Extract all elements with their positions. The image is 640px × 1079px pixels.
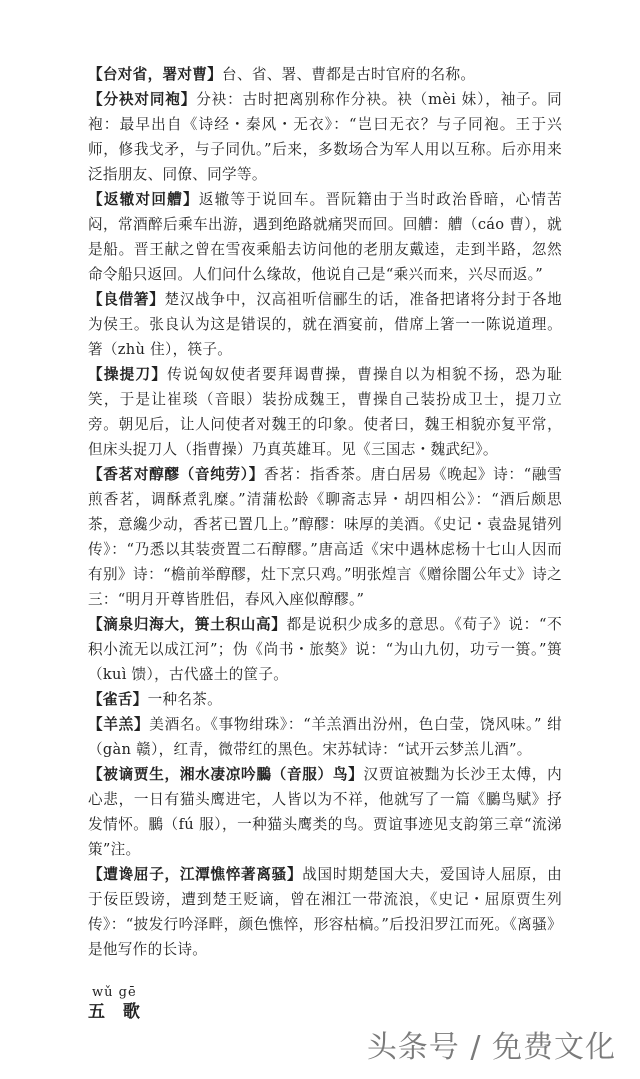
entry-heading: 【分袂对同袍】: [88, 91, 197, 108]
entry-heading: 【被谪贾生，湘水凄凉吟鵩（音服）鸟】: [88, 766, 364, 783]
entry-paragraph: [88, 612, 562, 687]
entry-text: 分袂：古时把离别称作分袂。袂（mèi 妹），袖子。同袍：最早出自《诗经・秦风・无衣》：“岂曰无衣？与子同袍。王于兴师，修我戈矛，与子同仇。”后来，多数场合为军人用以互称。后亦用来泛指朋友、同僚、同学等。: [88, 91, 562, 183]
entry-text: 都是说积少成多的意思。《荀子》说：“不积小流无以成江河”；伪《尚书・旅獒》说：“为山九仞，功亏一篑。”篑（kuì 馈），古代盛土的筐子。: [88, 616, 562, 683]
entry-text: 香茗：指香茶。唐白居易《晚起》诗：“融雪煎香茗，调酥煮乳糜。”清蒲松龄《聊斋志异・胡四相公》：“酒后颇思茶，意纔少动，香茗已置几上。”醇醪：味厚的美酒。《史记・袁盎晁错列传》：“乃悉以其装赍置二石醇醪。”唐高适《宋中遇林虑杨十七山人因而有别》诗：“檐前举醇醪，灶下烹只鸡。”明张煌言《赠徐闇公年丈》诗之三：“明月开尊皆胜侣，春风入座似醇醪。”: [88, 466, 562, 608]
entry-paragraph: [88, 87, 562, 187]
entry-paragraph: [88, 862, 562, 962]
entry-text: 战国时期楚国大夫，爱国诗人屈原，由于佞臣毁谤，遭到楚王贬谪，曾在湘江一带流浪，《史记・屈原贾生列传》：“披发行吟泽畔，颜色憔悴，形容枯槁。”后投汨罗江而死。《离骚》是他写作的长诗。: [88, 866, 562, 958]
entry-paragraph: [88, 462, 562, 612]
entry-paragraph: [88, 187, 562, 287]
entry-heading: 【羊羔】: [88, 716, 150, 733]
entry-text: 返辙等于说回车。晋阮籍由于当时政治昏暗，心情苦闷，常酒醉后乘车出游，遇到绝路就痛哭而回。回艚：艚（cáo 曹），就是船。晋王献之曾在雪夜乘船去访问他的老朋友戴逵，走到半路，忽然命令船只返回。人们问什么缘故，他说自己是“乘兴而来，兴尽而返。”: [88, 191, 562, 283]
section-pinyin: wǔ gē: [92, 985, 137, 1000]
watermark: 头条号 / 免费文化: [366, 1030, 616, 1065]
entry-text: 台、省、署、曹都是古时官府的名称。: [222, 66, 476, 83]
entry-heading: 【香茗对醇醪（音纯劳）】: [88, 466, 264, 483]
entry-paragraph: [88, 762, 562, 862]
entry-paragraph: [88, 287, 562, 362]
section-title: 五 歌: [88, 1002, 146, 1022]
entry-heading: 【遭谗屈子，江潭憔悴著离骚】: [88, 866, 303, 883]
entry-heading: 【滴泉归海大，篑土积山高】: [88, 616, 287, 633]
entry-heading: 【操提刀】: [88, 366, 168, 383]
entry-heading: 【良借箸】: [88, 291, 165, 308]
entry-text: 汉贾谊被黜为长沙王太傅，内心悲，一日有猫头鹰进宅，人皆以为不祥，他就写了一篇《鵩鸟赋》抒发情怀。鵩（fú 服），一种猫头鹰类的鸟。贾谊事迹见支韵第三章“流涕策”注。: [88, 766, 563, 858]
entry-heading: 【台对省，署对曹】: [88, 66, 223, 83]
entry-heading: 【雀舌】: [88, 691, 148, 708]
entry-paragraph: [88, 362, 562, 462]
entry-paragraph: [88, 712, 562, 762]
entry-paragraph: [88, 687, 562, 712]
entry-heading: 【返辙对回艚】: [88, 191, 199, 208]
entry-text: 美酒名。《事物绀珠》：“羊羔酒出汾州，色白莹，饶风味。” 绀（gàn 赣），红青，微带红的黑色。宋苏轼诗：“试开云梦羔儿酒”。: [88, 716, 562, 758]
entry-text: 传说匈奴使者要拜谒曹操，曹操自以为相貌不扬，恐为耻笑，于是让崔琰（音眼）装扮成魏王，曹操自己装扮成卫士，提刀立旁。朝见后，让人问使者对魏王的印象。使者曰，魏王相貌亦复平常，但床头捉刀人（指曹操）乃真英雄耳。见《三国志・魏武纪》。: [88, 366, 562, 458]
entry-text: 一种名茶。: [147, 691, 223, 708]
entry-paragraph: [88, 62, 562, 87]
entry-text: 楚汉战争中，汉高祖听信郦生的话，准备把诸将分封于各地为侯王。张良认为这是错误的，就在酒宴前，借席上箸一一陈说道理。箸（zhù 住），筷子。: [88, 291, 562, 358]
